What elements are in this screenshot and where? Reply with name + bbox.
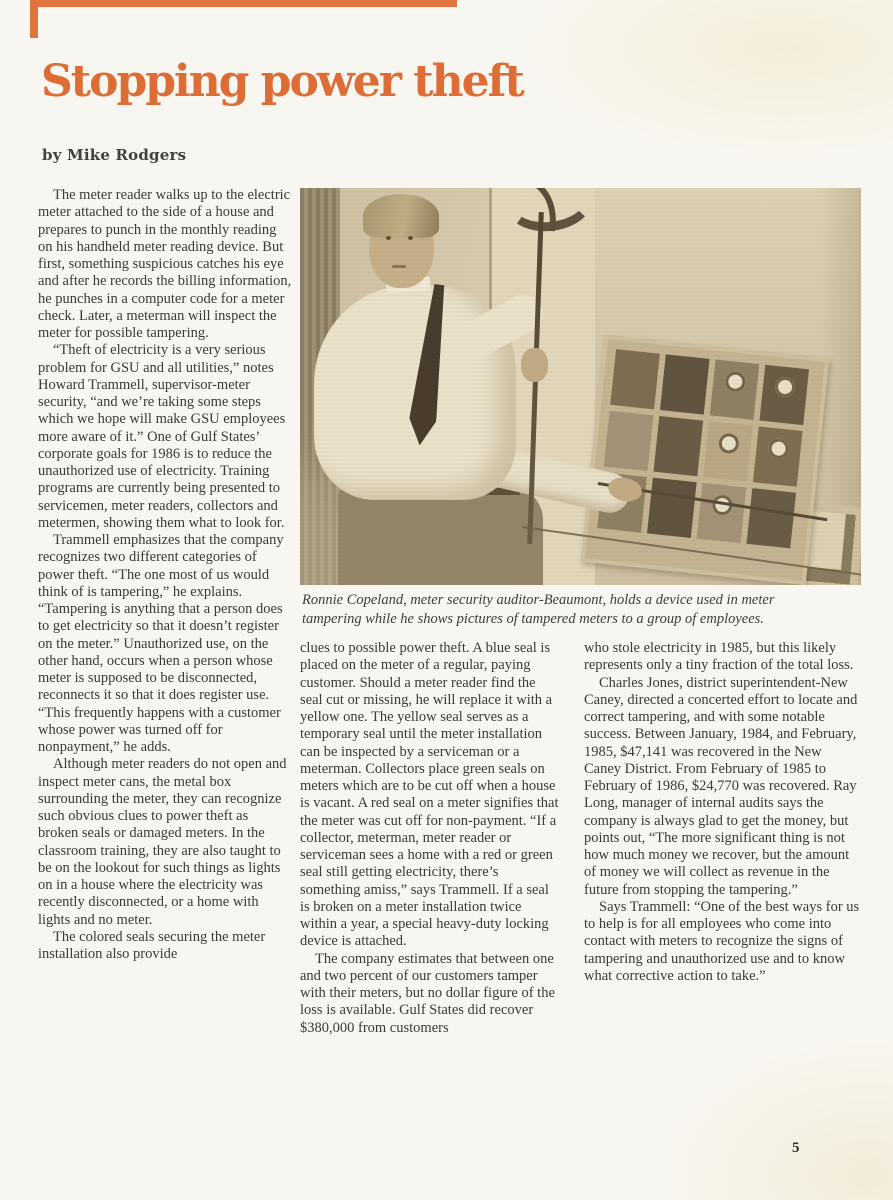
corner-rule-horizontal <box>30 0 457 7</box>
paragraph: Trammell emphasizes that the company recognizes two different categories of power theft. “The one most of us would think of is tampering,” he explains. “Tampering is anything that a person does to get electricity so that it doesn’t register on the meter.” Unauthorized use, on the other hand, occurs when a person whose meter is supposed to be disconnected, reconnects it so that it does register use. “This frequently happens with a customer whose power was turned off for nonpayment,” he adds. <box>38 532 284 755</box>
corner-rule-vertical <box>30 0 38 38</box>
paragraph: The colored seals securing the meter installation also provide <box>38 928 266 962</box>
paragraph: The meter reader walks up to the electric meter attached to the side of a house and prepares to punch in the monthly reading on his handheld meter reading device. But first, something suspicious catches his eye and after he records the billing information, he punches in a computer code for a meter check. Later, a meterman will inspect the meter for possible tampering. <box>38 187 292 341</box>
paragraph: clues to possible power theft. A blue seal is placed on the meter of a regular, paying customer. Should a meter reader find the seal cut or missing, he will replace it with a yellow one. The yellow seal serves as a temporary seal until the meter installation can be inspected by a serviceman or a meterman. Collectors place green seals on meters which are to be cut off when a house is vacant. A red seal on a meter signifies that the meter was cut off for non-payment. “If a collector, meterman, meter reader or serviceman sees a home with a red or green seal still getting electricity, there’s something amiss,” says Trammell. If a seal is broken on a meter installation twice within a year, a special heavy-duty locking device is attached. <box>300 640 559 950</box>
article-column-left <box>38 187 292 1132</box>
photo-caption-line: tampering while he shows pictures of tampered meters to a group of employees. <box>302 611 764 627</box>
photo-grain-overlay <box>300 188 861 585</box>
page-number: 5 <box>792 1140 800 1156</box>
photo-caption-line: Ronnie Copeland, meter security auditor-Beaumont, holds a device used in meter <box>302 592 775 608</box>
page-title: Stopping power theft <box>41 56 523 107</box>
paragraph: Charles Jones, district superintendent-New Caney, directed a concerted effort to locate and correct tampering, and with some notable success. Between January, 1984, and February, 1985, $47,141 was recovered in the New Caney District. From February of 1985 to February of 1986, $24,770 was recovered. Ray Long, manager of internal audits says the company is always glad to get the money, but points out, “The more significant thing is not how much money we recover, but the amount of money we will collect as revenue in the future from stopping the tampering.” <box>584 674 858 898</box>
byline: by Mike Rodgers <box>42 146 187 164</box>
photo-caption <box>302 591 862 629</box>
article-column-right <box>584 640 861 1128</box>
paragraph: “Theft of electricity is a very serious problem for GSU and all utilities,” notes Howard Trammell, supervisor-meter security, “and we’re taking some steps which we hope will make GSU employees more aware of it.” One of Gulf States’ corporate goals for 1986 is to reduce the unauthorized use of electricity. Training programs are currently being presented to servicemen, meter readers, collectors and metermen, showing them what to look for. <box>38 342 286 531</box>
article-column-middle <box>300 640 559 1128</box>
photo-ronnie-copeland <box>300 188 861 585</box>
paragraph: Says Trammell: “One of the best ways for us to help is for all employees who come into contact with meters to recognize the signs of tampering and unauthorized use and to know what corrective action to take.” <box>584 898 860 984</box>
paragraph: who stole electricity in 1985, but this likely represents only a tiny fraction of the total loss. <box>584 640 854 674</box>
paragraph: Although meter readers do not open and inspect meter cans, the metal box surrounding the meter, they can recognize such obvious clues to power theft as broken seals or damaged meters. In the classroom training, they are also taught to be on the lookout for such things as lights on in a house where the electricity was recently disconnected, or a home with lights and no meter. <box>38 756 287 928</box>
paragraph: The company estimates that between one and two percent of our customers tamper with their meters, but no dollar figure of the loss is available. Gulf States did recover $380,000 from customers <box>300 950 555 1036</box>
